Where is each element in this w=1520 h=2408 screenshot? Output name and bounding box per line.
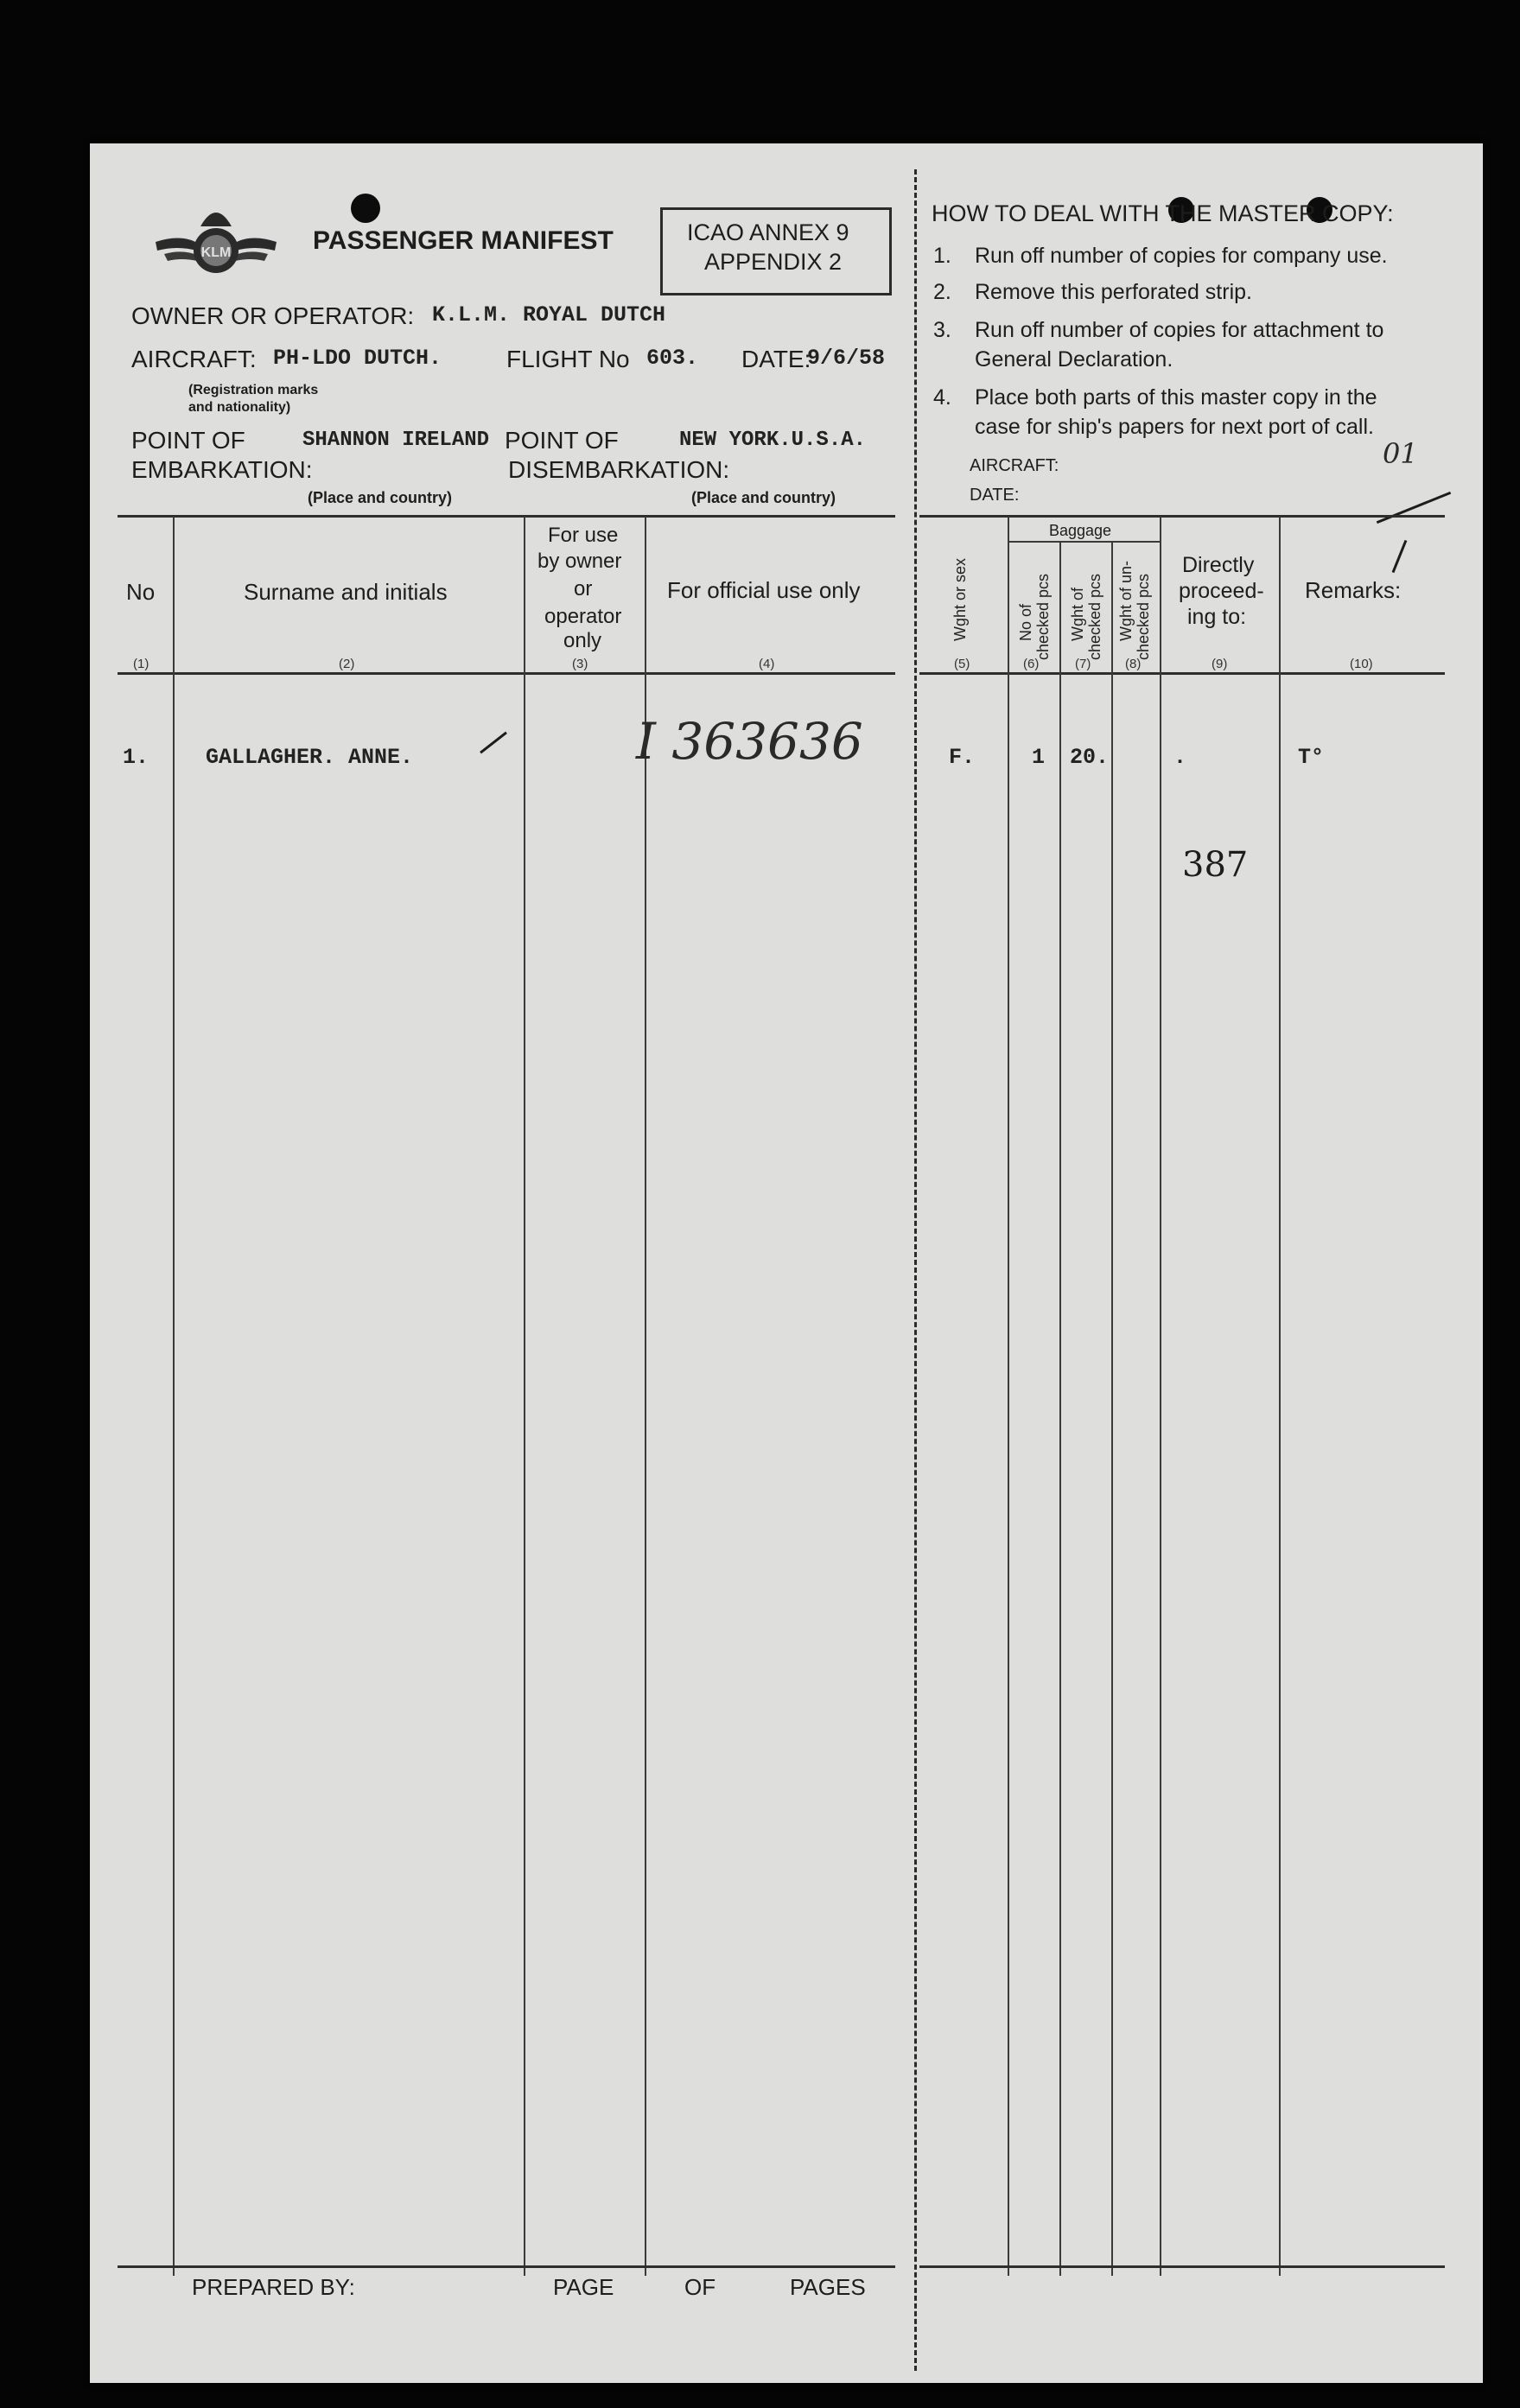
col-number: (8) [1125, 657, 1142, 671]
col-wght-checked-header: checked pcs [1086, 573, 1103, 660]
embarkation-value: SHANNON IRELAND [302, 429, 490, 452]
instruction-num: 4. [933, 385, 951, 410]
header-bottom-rule [118, 672, 895, 675]
col-directly-header: ing to: [1187, 605, 1247, 629]
date-value: 9/6/58 [807, 346, 886, 371]
col-divider [524, 517, 525, 2276]
perforation-line [914, 169, 917, 2371]
col-no-header: No [126, 579, 156, 605]
instruction-text: Remove this perforated strip. [975, 280, 1252, 304]
col-divider [1279, 517, 1281, 2276]
row-sex: F. [949, 745, 976, 770]
disembarkation-label-1: POINT OF [505, 427, 619, 454]
col-divider [1008, 517, 1009, 2276]
col-no-checked-header: checked pcs [1034, 573, 1052, 660]
disembarkation-value: NEW YORK.U.S.A. [679, 429, 867, 452]
footer-rule [919, 2265, 1445, 2268]
embarkation-label-2: EMBARKATION: [131, 456, 313, 483]
handwritten-mark: 01 [1383, 437, 1418, 470]
aircraft-label: AIRCRAFT: [131, 346, 257, 372]
col-wght-sex-header: Wght or sex [951, 557, 969, 641]
col-divider [173, 517, 175, 2276]
col-surname-header: Surname and initials [244, 579, 448, 605]
col-divider [1111, 543, 1113, 2276]
date-label: DATE: [741, 346, 811, 372]
row-remarks: T° [1298, 745, 1325, 770]
col-number: (9) [1212, 657, 1228, 671]
punch-hole [351, 194, 380, 223]
header-top-rule [919, 515, 1445, 518]
instruction-text: Run off number of copies for attachment to [975, 318, 1384, 342]
disembarkation-sub: (Place and country) [691, 489, 836, 506]
col-number: (1) [133, 657, 149, 671]
col-owner-header: by owner [537, 550, 622, 573]
owner-value: K.L.M. ROYAL DUTCH [432, 302, 666, 327]
col-number: (4) [759, 657, 775, 671]
stamp-number: 387 [1182, 845, 1249, 885]
col-official-header: For official use only [667, 577, 861, 603]
icao-appendix: APPENDIX 2 [704, 249, 843, 275]
flight-label: FLIGHT No [506, 346, 630, 372]
col-number: (6) [1023, 657, 1040, 671]
col-number: (7) [1075, 657, 1091, 671]
col-owner-header: only [563, 629, 602, 652]
col-owner-header: For use [548, 524, 619, 547]
row-directly: . [1173, 745, 1187, 770]
col-number: (10) [1350, 657, 1373, 671]
instruction-text: Run off number of copies for company use. [975, 244, 1388, 268]
aircraft-value: PH-LDO DUTCH. [273, 346, 442, 371]
col-baggage-header: Baggage [1049, 522, 1112, 539]
row-pieces: 1 [1032, 745, 1046, 770]
col-wght-unchecked-header: Wght of un- [1117, 560, 1135, 641]
pages-label: PAGES [790, 2274, 866, 2300]
owner-label: OWNER OR OPERATOR: [131, 302, 415, 329]
embarkation-label-1: POINT OF [131, 427, 245, 454]
col-number: (3) [572, 657, 588, 671]
page-label: PAGE [553, 2274, 614, 2300]
header-top-rule [118, 515, 895, 518]
col-wght-unchecked-header: checked pcs [1135, 573, 1152, 660]
footer-rule [118, 2265, 895, 2268]
col-wght-checked-header: Wght of [1069, 587, 1086, 641]
row-name: GALLAGHER. ANNE. [206, 745, 414, 770]
col-divider [1160, 517, 1161, 2276]
flight-value: 603. [646, 346, 699, 371]
manifest-title: PASSENGER MANIFEST [313, 226, 614, 255]
col-no-checked-header: No of [1017, 603, 1034, 641]
instruction-text: General Declaration. [975, 347, 1173, 372]
instruction-num: 2. [933, 280, 951, 304]
klm-logo-icon [147, 181, 285, 285]
col-divider [645, 517, 646, 2276]
row-weight: 20. [1070, 745, 1110, 770]
of-label: OF [684, 2274, 716, 2300]
instruction-text: Place both parts of this master copy in the [975, 385, 1377, 410]
svg-text:KLM: KLM [200, 245, 232, 260]
baggage-rule [1009, 541, 1161, 543]
icao-annex: ICAO ANNEX 9 [687, 219, 849, 245]
header-bottom-rule [919, 672, 1445, 675]
col-directly-header: Directly [1182, 553, 1255, 577]
strip-aircraft-label: AIRCRAFT: [970, 456, 1059, 475]
strip-date-label: DATE: [970, 486, 1020, 505]
instruction-num: 3. [933, 318, 951, 342]
col-number: (5) [954, 657, 970, 671]
col-owner-header: operator [544, 605, 622, 628]
instruction-text: case for ship's papers for next port of call. [975, 415, 1374, 439]
aircraft-sublabel-2: and nationality) [188, 400, 291, 415]
aircraft-sublabel-1: (Registration marks [188, 383, 319, 397]
prepared-by-label: PREPARED BY: [192, 2274, 355, 2300]
instructions-title: HOW TO DEAL WITH THE MASTER COPY: [932, 200, 1394, 226]
embarkation-sub: (Place and country) [308, 489, 453, 506]
row-no: 1. [123, 745, 149, 770]
col-owner-header: or [574, 577, 593, 600]
col-remarks-header: Remarks: [1305, 577, 1402, 603]
col-directly-header: proceed- [1179, 579, 1264, 603]
instruction-num: 1. [933, 244, 951, 268]
col-divider [1059, 543, 1061, 2276]
col-number: (2) [339, 657, 355, 671]
disembarkation-label-2: DISEMBARKATION: [508, 456, 730, 483]
row-official-number: I 363636 [636, 712, 863, 771]
